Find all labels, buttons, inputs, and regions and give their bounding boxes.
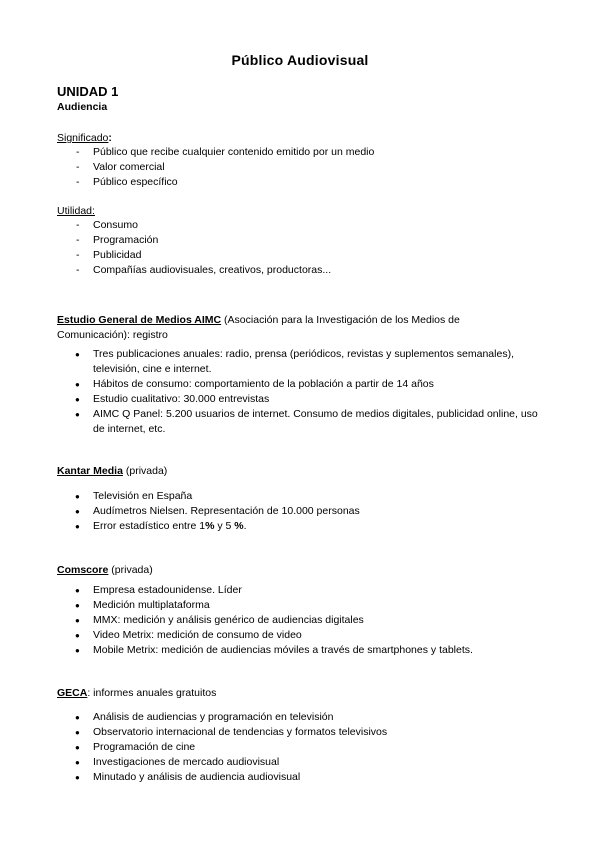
significado-label-row <box>57 131 112 146</box>
egm-list <box>57 347 543 437</box>
kantar-heading: Kantar Media <box>57 465 123 477</box>
list-item: ● MMX: medición y análisis genérico de audiencias digitales <box>57 613 473 628</box>
egm-description: (Asociación para la Investigación de los Medios de Comunicación): registro <box>57 314 460 341</box>
utilidad-label: Utilidad: <box>57 205 95 217</box>
error-percent-1: % <box>205 520 215 532</box>
list-item: - Público que recibe cualquier contenido emitido por un medio <box>57 145 374 160</box>
list-item: ● Tres publicaciones anuales: radio, prensa (periódicos, revistas y suplementos semanales), televisión, cine e internet. <box>57 347 543 377</box>
geca-list <box>57 710 387 785</box>
list-item: ● Investigaciones de mercado audiovisual <box>57 755 387 770</box>
unit-heading: UNIDAD 1 <box>57 84 119 99</box>
document-title: Público Audiovisual <box>231 52 369 68</box>
list-item: ● Análisis de audiencias y programación en televisión <box>57 710 387 725</box>
kantar-description: (privada) <box>122 465 168 477</box>
error-percent-2: % <box>234 520 244 532</box>
egm-heading: Estudio General de Medios AIMC <box>57 314 222 326</box>
kantar-intro <box>57 464 167 479</box>
geca-description: : informes anuales gratuitos <box>87 687 217 699</box>
geca-heading: GECA <box>57 687 88 699</box>
list-item: ● Programación de cine <box>57 740 387 755</box>
list-item: ● Televisión en España <box>57 489 360 504</box>
comscore-heading: Comscore <box>57 564 109 576</box>
list-item: ● Audímetros Nielsen. Representación de 10.000 personas <box>57 504 360 519</box>
list-item: ● Observatorio internacional de tendencias y formatos televisivos <box>57 725 387 740</box>
error-mid: y 5 <box>214 520 235 532</box>
list-item: - Valor comercial <box>57 160 374 175</box>
list-item: - Compañías audiovisuales, creativos, productoras... <box>57 263 331 278</box>
list-item: - Publicidad <box>57 248 331 263</box>
list-item: ● Hábitos de consumo: comportamiento de la población a partir de 14 años <box>57 377 543 392</box>
significado-list <box>57 145 374 190</box>
list-item: ● Estudio cualitativo: 30.000 entrevistas <box>57 392 543 407</box>
list-item-error <box>57 519 360 534</box>
egm-intro <box>57 313 527 343</box>
comscore-list <box>57 583 473 658</box>
significado-colon: : <box>108 132 112 144</box>
list-item: ● Minutado y análisis de audiencia audiovisual <box>57 770 387 785</box>
section-heading: Audiencia <box>57 101 108 113</box>
list-item: - Consumo <box>57 218 331 233</box>
list-item: ● Empresa estadounidense. Líder <box>57 583 473 598</box>
comscore-intro <box>57 563 153 578</box>
error-prefix: Error estadístico entre 1 <box>93 520 206 532</box>
comscore-description: (privada) <box>108 564 153 576</box>
list-item: - Público específico <box>57 175 374 190</box>
list-item: ● Video Metrix: medición de consumo de video <box>57 628 473 643</box>
list-item: ● Mobile Metrix: medición de audiencias móviles a través de smartphones y tablets. <box>57 643 473 658</box>
list-item: ● AIMC Q Panel: 5.200 usuarios de internet. Consumo de medios digitales, publicidad online, uso de internet, etc. <box>57 407 543 437</box>
list-item: - Programación <box>57 233 331 248</box>
significado-label: Significado <box>57 132 109 144</box>
kantar-list <box>57 489 360 534</box>
geca-intro <box>57 686 216 701</box>
error-suffix: . <box>243 520 247 532</box>
list-item: ● Medición multiplataforma <box>57 598 473 613</box>
utilidad-list <box>57 218 331 278</box>
